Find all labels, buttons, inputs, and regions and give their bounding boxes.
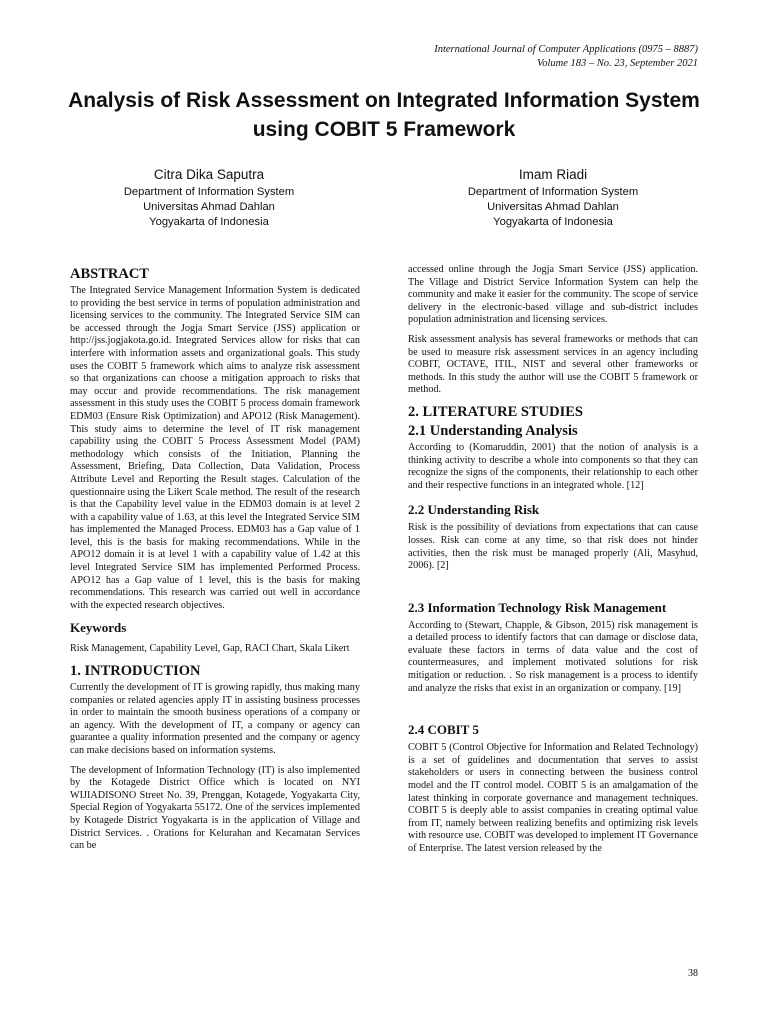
- journal-header: [434, 43, 698, 71]
- introduction-paragraph-2: The development of Information Technology (IT) is also implemented by the Kotagede District Office which is located on NYI WIJIADISONO Street No. 39, Prenggan, Kotagede, Yogyakarta City, Special Region of Yogyakarta 55172. One of the services implemented by Kotagede District Yogyakarta is in the application of Village and District Services. . Orations for Kelurahan and Kecamatan Services can be: [70, 764, 360, 852]
- section-2-2-text: Risk is the possibility of deviations from expectations that can cause losses. Risk can come at any time, so that risk does not hinder activities, then the risk must be managed properly (Ali, Masyhud, 2006). [2]: [408, 522, 698, 572]
- author-university: Universitas Ahmad Dahlan: [143, 201, 275, 213]
- author-location: Yogyakarta of Indonesia: [493, 216, 613, 228]
- left-column: [70, 264, 360, 860]
- author-location: Yogyakarta of Indonesia: [149, 216, 269, 228]
- author-block-2: [408, 166, 698, 230]
- author-university: Universitas Ahmad Dahlan: [487, 201, 619, 213]
- keywords-heading: Keywords: [70, 620, 127, 636]
- section-2-3-text: According to (Stewart, Chapple, & Gibson, 2015) risk management is a detailed process to identify factors that can damage or disclose data, evaluate these factors in terms of data value and the cost of countermeasures, and implement motivated solutions for risk mitigation or reduction. . So risk management is a process to identify and analyze the risks that exist in an organization or company. [19]: [408, 619, 698, 694]
- section-2-1-heading: 2.1 Understanding Analysis: [408, 422, 578, 439]
- author-department: Department of Information System: [467, 186, 639, 198]
- section-2-3-heading: 2.3 Information Technology Risk Management: [408, 599, 667, 615]
- right-column: [408, 264, 698, 863]
- introduction-paragraph-3: accessed online through the Jogja Smart Service (JSS) application. The Village and District Service Information System can help the community and make it easier for the community. The scope of service delivery in the electronic-based village and sub-district includes population administration and licensing services.: [408, 264, 698, 326]
- section-2-1-text: According to (Komaruddin, 2001) that the notion of analysis is a thinking activity to describe a whole into components so that they can recognize the signs of the components, their relationship to each other and their respective functions in an integrated whole. [12]: [408, 441, 698, 491]
- literature-heading: 2. LITERATURE STUDIES: [408, 403, 583, 420]
- abstract-text: The Integrated Service Management Information System is dedicated to providing the best service in terms of population administration and licensing services to the community. The Integrated Service SIM can be accessed through the Jogja Smart Service (JSS) application or http://jss.jogjakota.go.id. Integrated Services allow for risks that can interfere with information assets and organizational goals. This study uses the COBIT 5 framework which aims to analyze risk assessment so that organizations can choose a mitigation approach to risks that may occur and provide recommendations. The risk management assessment in this study uses the COBIT 5 process domain framework EDM03 (Ensure Risk Optimization) and APO12 (Risk Management). This study aims to determine the level of IT risk management capability using the COBIT 5 Process Assessment Model (PAM) methodology which consists of the Initiation, Planning the Assessment, Briefing, Data Collection, Data Validation, Process Attribute Level and Reporting the Result stages. Calculation of the questionnaire using the Likert Scale method. The result of the research is that the Capability level value in the EDM03 domain is at level 2 with a capability value of 1.63, at this level the Integrated Service SIM has implemented the Managed Process. EDM03 has a Gap value of 1 level, this is the basis for making recommendations. While in the APO12 domain it is at level 1 with a capability value of 1.42 at this level Integrated Service SIM has implemented Performed Process. APO12 has a Gap value of 1 level, this is the basis for making recommendations. This research was carried out well in accordance with the expected research objectives.: [70, 285, 360, 611]
- page-number: 38: [688, 968, 698, 979]
- introduction-paragraph-4: Risk assessment analysis has several frameworks or methods that can be used to measure risk assessment services in an agency including COBIT, OCTAVE, ITIL, NIST and several other frameworks or methods. In this study the author will use the COBIT 5 framework or method.: [408, 333, 698, 396]
- introduction-heading: 1. INTRODUCTION: [70, 663, 201, 680]
- section-2-2-heading: 2.2 Understanding Risk: [408, 502, 540, 518]
- author-department: Department of Information System: [123, 186, 295, 198]
- journal-name: International Journal of Computer Applications (0975 – 8887): [434, 44, 698, 55]
- section-2-4-text: COBIT 5 (Control Objective for Information and Related Technology) is a set of guidelines and documentation that serves to assist stakeholders or users in connecting between the business control model and the IT control model. COBIT 5 is an amalgamation of the latest thinking in corporate governance and management techniques. COBIT 5 is deeply able to assist companies in creating optimal value from IT, namely between realizing benefits and optimizing risk levels with resource use. COBIT was developed to implement IT Governance of Enterprise. The latest version released by the: [408, 742, 698, 854]
- author-name: Imam Riadi: [518, 167, 588, 182]
- keywords-text: Risk Management, Capability Level, Gap, RACI Chart, Skala Likert: [70, 643, 350, 655]
- paper-title: Analysis of Risk Assessment on Integrated Information System using COBIT 5 Framework: [68, 89, 700, 141]
- author-name: Citra Dika Saputra: [153, 167, 265, 182]
- section-2-4-heading: 2.4 COBIT 5: [408, 722, 479, 738]
- author-block-1: [64, 166, 354, 230]
- journal-volume: Volume 183 – No. 23, September 2021: [537, 58, 698, 69]
- abstract-heading: ABSTRACT: [70, 266, 149, 282]
- introduction-paragraph-1: Currently the development of IT is growing rapidly, thus making many companies or related agencies apply IT in assisting business processes in order to maintain the smooth business operations of a company or an agency. With the development of IT, a company or agency can guarantee a quality information presented and the company or agency can make decisions based on information systems.: [70, 682, 360, 756]
